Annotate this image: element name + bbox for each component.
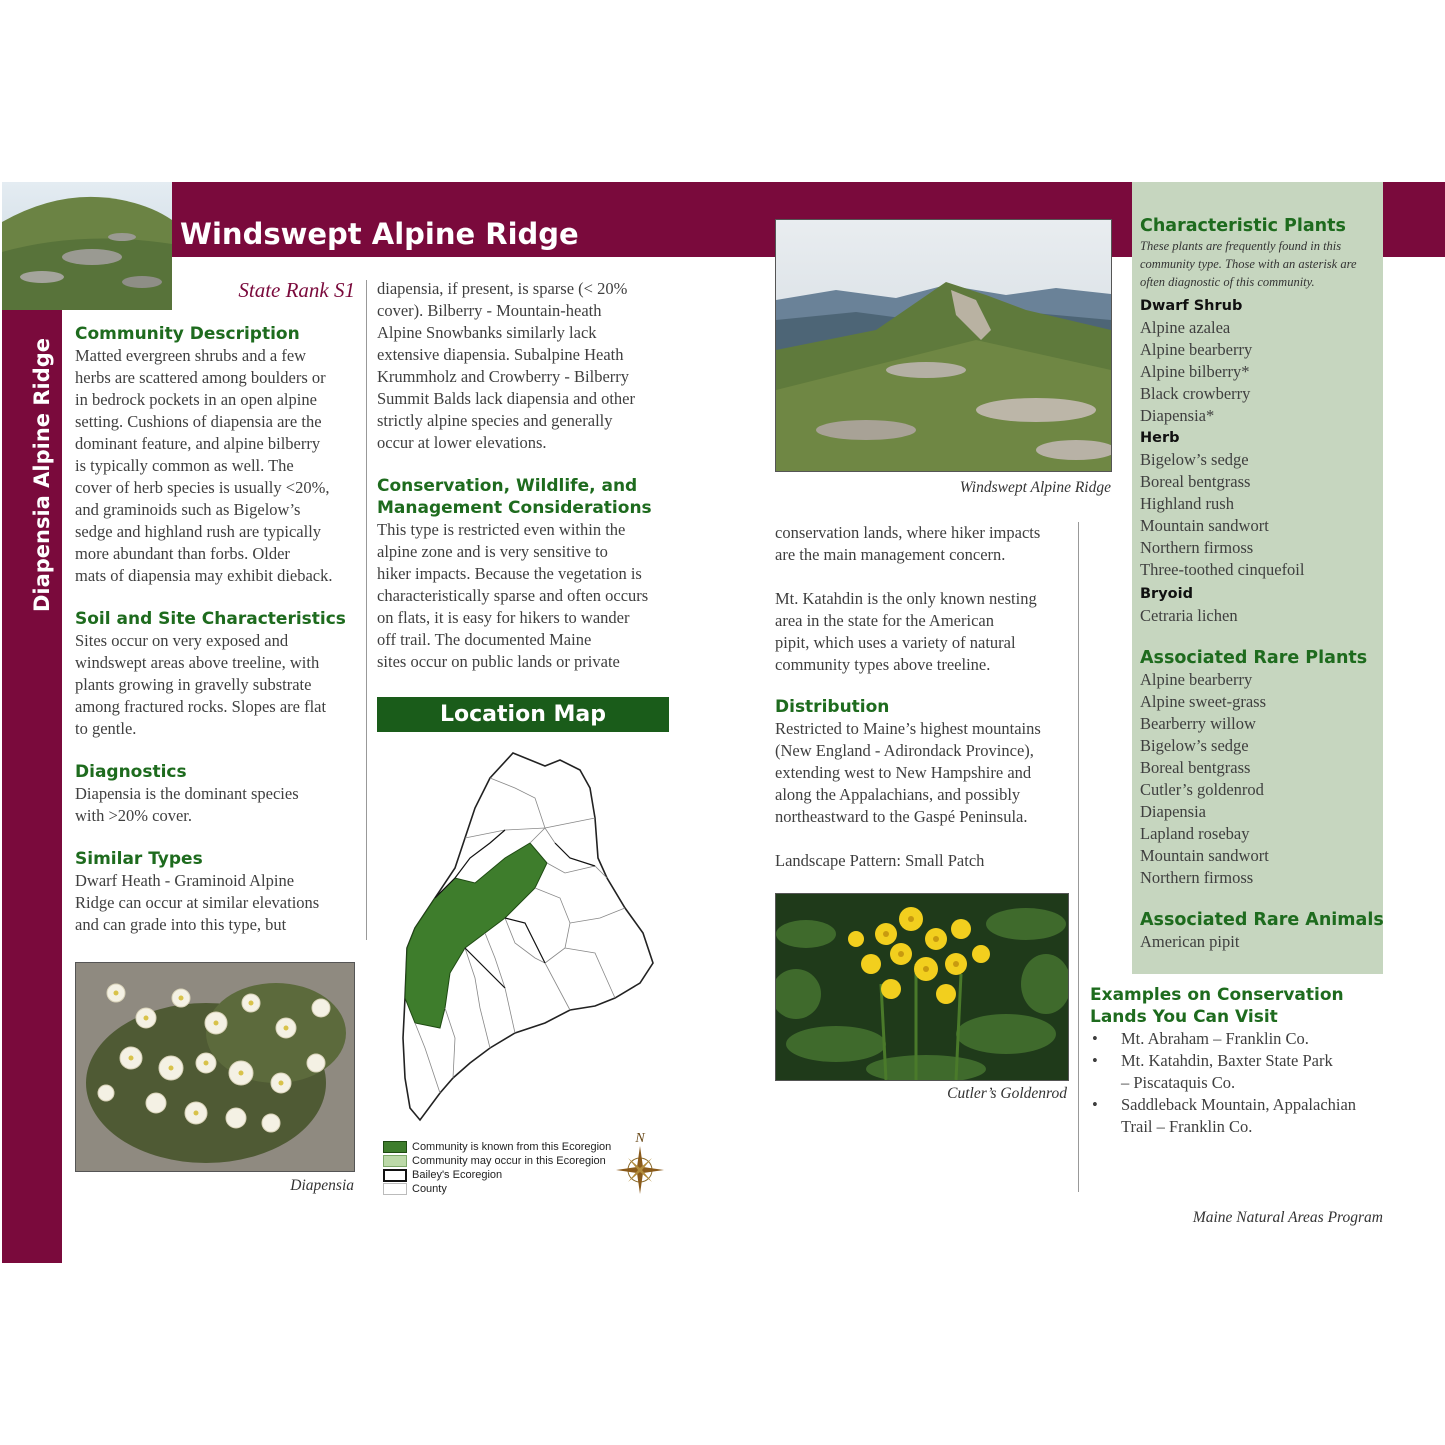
characteristic-note: These plants are frequently found in this community type. Those with an asterisk are often diagnostic of this community. xyxy=(1140,239,1357,289)
col3-text: conservation lands, where hiker impacts are the main management concern. Mt. Katahdin is the only known nesting area in the state for the American pipit, which uses a variety of natural community types above treeline. Distribution Restricted to Maine’s highest mountains (New England - Adirondack Province), extending west to New Hampshire and along the Appalachians, and possibly northeastward to the Gaspé Peninsula. Landscape Pattern: Small Patch xyxy=(775,522,1075,872)
rare-plants-heading: Associated Rare Plants xyxy=(1140,648,1368,668)
legend-item: Community may occur in this Ecoregion xyxy=(383,1154,611,1168)
legend-swatch xyxy=(383,1155,407,1167)
goldenrod-caption: Cutler’s Goldenrod xyxy=(947,1085,1067,1102)
legend-swatch xyxy=(383,1141,407,1153)
conservation-section xyxy=(377,475,677,673)
landscape-pattern: Landscape Pattern: Small Patch xyxy=(775,851,985,870)
diagnostics-text: Diapensia is the dominant species with >20% cover. xyxy=(75,784,299,825)
distribution-heading: Distribution xyxy=(775,697,890,717)
distribution-text: Restricted to Maine’s highest mountains (New England - Adirondack Province), extending west to New Hampshire and along the Appalachians, and possibly northeastward to the Gaspé Peninsula. xyxy=(775,719,1041,826)
diapensia-caption: Diapensia xyxy=(290,1177,354,1194)
legend-item: County xyxy=(383,1182,611,1196)
legend-item: Bailey's Ecoregion xyxy=(383,1168,611,1182)
map-legend xyxy=(383,1140,611,1196)
diapensia-photo xyxy=(75,962,355,1172)
conservation-text: This type is restricted even within the alpine zone and is very sensitive to hiker impacts. Because the vegetation is characteristically sparse and often occurs on flats, it is easy for hikers to wander off trail. The documented Maine sites occur on public lands or private xyxy=(377,520,649,671)
location-map-bar xyxy=(377,697,669,732)
group-label: Herb xyxy=(1140,430,1180,446)
ridge-photo xyxy=(775,219,1112,472)
similar-types-heading: Similar Types xyxy=(75,849,203,869)
header-photo xyxy=(2,182,172,310)
soil-text: Sites occur on very exposed and windswept areas above treeline, with plants growing in gravelly substrate among fractured rocks. Slopes are flat to gentle. xyxy=(75,631,327,738)
community-description-text: Matted evergreen shrubs and a few herbs are scattered among boulders or in bedrock pockets in an open alpine setting. Cushions of diapensia are the dominant feature, and alpine bilberry is typically common as well. The cover of herb species is usually <20%, and graminoids such as Bigelow’s sedge and highland rush are typically more abundant than forbs. Older mats of diapensia may exhibit dieback. xyxy=(75,346,333,585)
group-label: Dwarf Shrub xyxy=(1140,298,1243,314)
community-description-heading: Community Description xyxy=(75,324,300,344)
plant-list: Cetraria lichen xyxy=(1140,606,1238,625)
legend-swatch xyxy=(383,1169,407,1182)
header-band-right xyxy=(1383,182,1445,257)
similar-types-text: Dwarf Heath - Graminoid Alpine Ridge can occur at similar elevations and can grade into this type, but xyxy=(75,871,320,934)
page-title: Windswept Alpine Ridge xyxy=(180,217,579,251)
goldenrod-photo xyxy=(775,893,1069,1081)
list-item: • Mt. Abraham – Franklin Co. xyxy=(1090,1028,1390,1050)
examples-list xyxy=(1090,1028,1390,1138)
soil-heading: Soil and Site Characteristics xyxy=(75,609,346,629)
group-label: Bryoid xyxy=(1140,586,1193,602)
state-rank: State Rank S1 xyxy=(238,278,355,302)
col4-text xyxy=(1140,215,1385,953)
list-item: • Saddleback Mountain, Appalachian Trail – Franklin Co. xyxy=(1090,1094,1390,1138)
footer-credit: Maine Natural Areas Program xyxy=(1192,1209,1383,1226)
rare-animal-list: American pipit xyxy=(1140,932,1240,951)
compass-letter: N xyxy=(635,1131,645,1146)
col2-continued: diapensia, if present, is sparse (< 20% cover). Bilberry - Mountain-heath Alpine Snowbanks similarly lack extensive diapensia. Subalpine Heath Krummholz and Crowberry - Bilberry Summit Balds lack diapensia and other strictly alpine species and generally occur at lower elevations. xyxy=(377,279,635,452)
characteristic-plants-heading: Characteristic Plants xyxy=(1140,216,1346,236)
legend-item: Community is known from this Ecoregion xyxy=(383,1140,611,1154)
ridge-caption: Windswept Alpine Ridge xyxy=(959,479,1111,496)
side-tab-label: Diapensia Alpine Ridge xyxy=(30,337,54,613)
rare-animals-heading: Associated Rare Animals xyxy=(1140,910,1384,930)
maine-map xyxy=(395,748,660,1128)
diagnostics-heading: Diagnostics xyxy=(75,762,187,782)
plant-list: Alpine azalea Alpine bearberry Alpine bilberry* Black crowberry Diapensia* xyxy=(1140,318,1253,425)
conservation-heading: Conservation, Wildlife, and Management Considerations xyxy=(377,476,652,518)
column-divider xyxy=(1078,522,1079,1192)
col1-text xyxy=(75,323,365,936)
column-divider xyxy=(366,280,367,940)
plant-list: Bigelow’s sedge Boreal bentgrass Highland rush Mountain sandwort Northern firmoss Three-toothed cinquefoil xyxy=(1140,450,1305,579)
examples-heading: Examples on Conservation Lands You Can Visit xyxy=(1090,985,1344,1027)
location-map-label: Location Map xyxy=(440,702,606,727)
rare-plant-list: Alpine bearberry Alpine sweet-grass Bearberry willow Bigelow’s sedge Boreal bentgrass Cutler’s goldenrod Diapensia Lapland rosebay Mountain sandwort Northern firmoss xyxy=(1140,670,1269,887)
legend-swatch xyxy=(383,1183,407,1195)
list-item: • Mt. Katahdin, Baxter State Park – Piscataquis Co. xyxy=(1090,1050,1390,1094)
examples-section xyxy=(1090,984,1390,1138)
compass-icon xyxy=(612,1128,668,1200)
